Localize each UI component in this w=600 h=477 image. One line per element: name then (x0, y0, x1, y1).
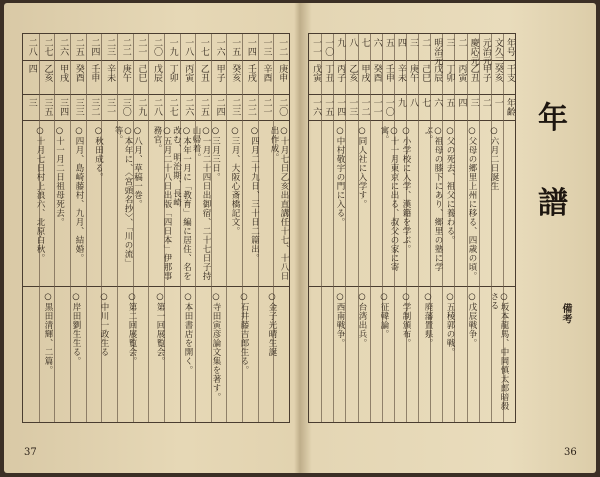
left-timeline-table (22, 33, 290, 423)
eto-cell: 乙亥 (347, 64, 358, 82)
age-cell: 二三 (230, 98, 241, 116)
age-cell: 一六 (311, 98, 322, 116)
biography-entry: ○十月七日村上浪六、北原白秋。 (35, 126, 45, 263)
age-cell: 三二 (89, 98, 100, 116)
remark-entry: ○岸田劉生生る。 (71, 292, 81, 366)
age-cell: 二〇 (277, 98, 288, 116)
biography-entry: ○本年に、〈宮頭名抄〉、「川の流」等。 (113, 126, 133, 268)
year-cell: 元治元 (480, 38, 491, 65)
eto-cell: 甲子 (480, 64, 491, 82)
remark-entry: ○五稜郭の戦。 (445, 292, 455, 357)
age-cell: 二五 (198, 98, 209, 116)
biography-entry: ○四月、島崎藤村、九月、結婚。 (74, 126, 84, 263)
title-char-fu: 譜 (538, 186, 568, 221)
right-timeline-table (308, 33, 516, 423)
eto-cell: 乙亥 (42, 64, 53, 82)
year-cell: 一五 (230, 38, 241, 56)
year-cell: 二 (420, 38, 431, 47)
eto-cell: 庚申 (277, 64, 288, 82)
eto-cell: 乙丑 (468, 64, 479, 82)
year-cell: 二七 (42, 38, 53, 56)
year-cell: 一七 (198, 38, 209, 56)
year-cell: 一二 (277, 38, 288, 56)
year-cell: 文久三 (492, 38, 503, 65)
biography-entry: ○六月二日誕生 (489, 126, 499, 191)
eto-cell: 丙寅 (183, 64, 194, 82)
biography-entry: ○秋田成る。 (93, 126, 104, 182)
eto-cell: 丁丑 (323, 64, 334, 82)
year-cell: 二四 (89, 38, 100, 56)
eto-cell: 辛未 (105, 64, 116, 82)
biography-entry: ○十一月東京に出る、叔父の家に寄寓。 (379, 126, 399, 272)
biography-entry: ○五月二十八日出版「四日本」伊那事務官。 (152, 126, 172, 281)
biography-entry: ○八月、草稿一巻。 (132, 126, 143, 209)
remark-entry: ○台湾出兵。 (357, 292, 367, 348)
eto-cell: 戊寅 (311, 64, 322, 82)
eto-cell: 丁卯 (167, 64, 178, 82)
year-cell: 九 (335, 38, 346, 47)
eto-cell: 辛未 (395, 64, 406, 82)
eto-cell: 己巳 (136, 64, 147, 82)
remark-entry: ○石井藤吉郎生る。 (239, 292, 249, 375)
biography-entry: ○祖母の膝下にあり、鄉里の塾に学ぶ。 (423, 126, 443, 272)
remark-entry: ○戊辰戦争。 (467, 292, 477, 348)
remark-entry: ○第二回展覧会。 (127, 292, 137, 366)
age-cell: 五 (444, 98, 455, 107)
column-divider (479, 34, 480, 422)
year-cell: 三 (408, 38, 418, 47)
eto-cell: 己巳 (420, 64, 431, 82)
remark-entry: ○西南戦争。 (335, 292, 345, 348)
eto-cell: 干支 (504, 64, 515, 82)
eto-cell: 壬申 (89, 64, 100, 82)
right-page (302, 3, 596, 473)
age-cell: 六 (432, 98, 443, 107)
age-cell: 二四 (214, 98, 225, 116)
age-cell: 三 (468, 98, 479, 107)
year-cell: 八 (347, 38, 358, 47)
page-number-left: 37 (24, 447, 37, 458)
remark-entry: ○中川一政生る (99, 292, 109, 357)
year-cell: 四 (395, 38, 406, 47)
age-cell: 三三 (73, 98, 84, 116)
age-cell: 一 (492, 98, 503, 107)
age-cell: 二 (480, 98, 491, 107)
eto-cell: 戊辰 (432, 64, 443, 82)
column-divider (86, 34, 87, 422)
eto-cell: 癸亥 (230, 64, 241, 82)
eto-cell: 壬申 (383, 64, 394, 82)
year-cell: 二〇 (152, 38, 162, 56)
year-cell: 五 (383, 38, 394, 47)
column-divider (418, 34, 419, 422)
column-divider (345, 34, 346, 422)
year-cell: 一六 (214, 38, 225, 56)
age-cell: 一五 (323, 98, 334, 116)
biography-entry: ○三月三日。 (210, 126, 221, 182)
eto-cell: 丁卯 (444, 64, 455, 82)
year-cell: 六 (371, 38, 382, 47)
age-cell: 二一 (261, 98, 272, 116)
age-cell: 二九 (136, 98, 147, 116)
remark-entry: ○金子光晴生誕 (267, 292, 277, 357)
remark-entry: ○第一回展覧会。 (155, 292, 165, 366)
year-cell: 年号 (504, 38, 515, 56)
biography-entry: ○父の死去、祖父に養わる。 (445, 126, 455, 245)
book-spread (4, 3, 596, 473)
eto-cell: 癸亥 (492, 64, 503, 82)
age-cell: 三一 (105, 98, 116, 116)
biography-entry: ○中村敬宇の門に入る。 (335, 126, 345, 227)
year-cell: 二一 (136, 38, 147, 56)
age-cell: 七 (420, 98, 431, 107)
biography-entry: ○同人社に入学す。 (357, 126, 367, 209)
eto-cell: 丙子 (335, 64, 346, 82)
age-cell: 九 (395, 98, 406, 107)
remark-entry: ○征韓論。 (379, 292, 389, 339)
eto-cell: 甲子 (214, 64, 225, 82)
eto-cell: 癸酉 (73, 64, 84, 82)
age-cell: 二七 (167, 98, 178, 116)
remark-entry: ○本田書店を開く。 (183, 292, 193, 375)
remark-entry: ○黒田清輝、二篇。 (43, 292, 53, 375)
biography-entry: ○小学校に入学、漢籍を学ぶ。 (401, 126, 411, 254)
year-cell: 二二 (120, 38, 131, 56)
remark-entry: ○坂本龍馬、中岡慎太郎暗殺さる (489, 292, 509, 411)
year-cell: 一一 (311, 38, 322, 56)
biography-entry: ○十一月二日祖母死去。 (54, 126, 65, 227)
remark-entry: ○学制頒布。 (401, 292, 411, 348)
eto-cell: 戊辰 (152, 64, 162, 82)
eto-cell: 癸酉 (371, 64, 382, 82)
year-cell: 二五 (73, 38, 84, 56)
age-cell: 二二 (245, 98, 256, 116)
remark-entry: ○廃藩置県。 (423, 292, 433, 348)
age-cell: 三五 (42, 98, 53, 116)
column-divider (148, 34, 149, 422)
eto-cell: 四 (26, 64, 37, 73)
biography-entry: ○本年一月に「教育」編に居住、名を改む、明治期、長崎 (171, 126, 192, 281)
age-cell: 一二 (359, 98, 370, 116)
eto-cell: 丙寅 (456, 64, 467, 82)
year-cell: 七 (359, 38, 370, 47)
age-cell: 一一 (371, 98, 382, 116)
remark-entry: ○寺田寅彦論文集を著す。 (211, 292, 221, 402)
biography-entry: ○三月、大阪心斎橋記文。 (230, 126, 240, 236)
age-cell: 三四 (58, 98, 69, 116)
year-cell: 三 (444, 38, 455, 47)
eto-cell: 壬戌 (245, 64, 256, 82)
title-char-nen: 年 (538, 101, 568, 136)
year-cell: 明治元 (432, 38, 443, 65)
age-cell: 一三 (347, 98, 358, 116)
eto-cell: 庚午 (120, 64, 131, 82)
year-cell: 二 (456, 38, 467, 47)
eto-cell: 甲戌 (58, 64, 69, 82)
eto-cell: 庚午 (408, 64, 418, 82)
age-cell: 年齢 (504, 98, 515, 116)
year-cell: 一三 (261, 38, 272, 56)
biography-entry: ○父母の郷里上州に移る、四歳の頃。 (467, 126, 477, 281)
column-divider (226, 34, 227, 422)
year-cell: 二六 (58, 38, 69, 56)
column-divider (370, 34, 371, 422)
age-cell: 二八 (152, 98, 162, 116)
age-cell: 三〇 (120, 98, 131, 116)
age-cell: 一四 (335, 98, 346, 116)
column-divider (321, 34, 322, 422)
age-cell: 二六 (183, 98, 194, 116)
left-page (4, 3, 300, 473)
eto-cell: 辛酉 (261, 64, 272, 82)
year-cell: 慶応元 (468, 38, 479, 65)
biography-entry: ○四月二十九日、三十日二篇出。 (249, 126, 260, 263)
age-cell: 三 (26, 98, 37, 107)
year-cell: 一四 (245, 38, 256, 56)
page-number-right: 36 (564, 447, 577, 458)
age-cell: 四 (456, 98, 467, 107)
age-cell: 八 (408, 98, 418, 107)
year-cell: 二三 (105, 38, 116, 56)
age-cell: 一〇 (383, 98, 394, 116)
biography-entry: ○十月七日乙亥出直講任十七、十八日出作成。 (269, 126, 289, 281)
eto-cell: 甲戌 (359, 64, 370, 82)
eto-cell: 乙丑 (198, 64, 209, 82)
year-cell: 一〇 (323, 38, 334, 56)
notes-section-label: 備考 (560, 303, 571, 324)
biography-entry: ○一月二十四日出御宿、二十七日子持山帰着。 (191, 126, 211, 281)
year-cell: 一九 (167, 38, 178, 56)
year-cell: 一八 (183, 38, 194, 56)
year-cell: 二八 (26, 38, 37, 56)
